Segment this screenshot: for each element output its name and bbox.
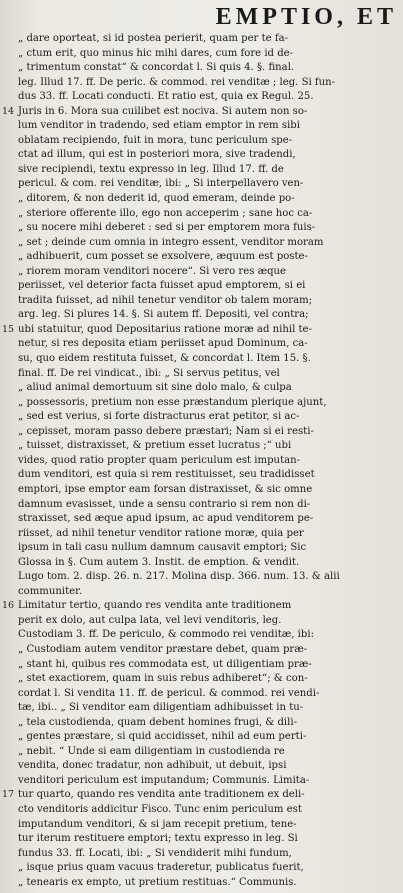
- text-line: [2, 658, 400, 673]
- text-line: [2, 672, 400, 687]
- line-text: vendita, donec tradatur, non adhibuit, ut debuit, ipsi: [18, 760, 287, 772]
- text-line: [2, 119, 400, 134]
- line-text: sive recipiendi, textu expresso in leg. Illud 17. ff. de: [18, 163, 284, 175]
- text-line: [2, 410, 400, 425]
- line-text: Juris in 6. Mora sua cuilibet est nociva. Si autem non so-: [18, 105, 308, 117]
- line-text: „ su nocere mihi deberet : sed si per emptorem mora fuis-: [18, 222, 316, 234]
- text-line: [2, 207, 400, 222]
- text-line: [2, 76, 400, 91]
- line-text: ubi statuitur, quod Depositarius ratione moræ ad nihil te-: [18, 323, 312, 335]
- text-line: [2, 352, 400, 367]
- paragraph-number: 15: [2, 323, 15, 335]
- line-text: dus 33. ff. Locati conducti. Et ratio est, quia ex Regul. 25.: [18, 91, 314, 103]
- line-text: tur iterum restituere emptori; textu expresso in leg. Si: [18, 833, 298, 845]
- line-text: tur quarto, quando res vendita ante traditionem ex deli-: [18, 789, 305, 801]
- text-line: [2, 61, 400, 76]
- text-line: [2, 337, 400, 352]
- text-line: [2, 323, 400, 338]
- line-text: Lugo tom. 2. disp. 26. n. 217. Molina disp. 366. num. 13. & alii: [18, 571, 340, 583]
- text-line: [2, 134, 400, 149]
- line-text: communiter.: [18, 585, 83, 597]
- line-text: netur, si res deposita etiam periisset apud Dominum, ca-: [18, 338, 308, 350]
- text-line: [2, 832, 400, 847]
- line-text: „ set ; deinde cum omnia in integro essent, venditor moram: [18, 236, 324, 248]
- text-line: [2, 614, 400, 629]
- paragraph-number: 14: [2, 105, 15, 117]
- line-text: fundus 33. ff. Locati, ibi: „ Si vendiderit mihi fundum,: [18, 847, 292, 859]
- text-line: [2, 308, 400, 323]
- text-line: [2, 148, 400, 163]
- text-line: [2, 105, 400, 120]
- text-line: [2, 381, 400, 396]
- text-line: [2, 745, 400, 760]
- line-text: „ ditorem, & non dederit id, quod emeram, deinde po-: [18, 193, 295, 205]
- text-line: [2, 788, 400, 803]
- text-line: [2, 367, 400, 382]
- text-line: [2, 774, 400, 789]
- text-line: [2, 643, 400, 658]
- line-text: imputandum venditori, & si jam recepit pretium, tene-: [18, 818, 297, 830]
- line-text: final. ff. De rei vindicat., ibi: „ Si servus petitus, vel: [18, 367, 280, 379]
- text-line: [2, 687, 400, 702]
- text-line: [2, 861, 400, 876]
- body-text: [2, 32, 400, 890]
- text-line: [2, 541, 400, 556]
- line-text: „ gentes præstare, si quid accidisset, nihil ad eum perti-: [18, 731, 307, 743]
- text-line: [2, 163, 400, 178]
- line-text: „ stant hi, quibus res commodata est, ut diligentiam præ-: [18, 658, 312, 670]
- text-line: [2, 454, 400, 469]
- text-line: [2, 265, 400, 280]
- line-text: arg. leg. Si plures 14. §. Si autem ff. Depositi, vel contra;: [18, 309, 309, 321]
- text-line: [2, 599, 400, 614]
- line-text: „ nebit. “ Unde si eam diligentiam in custodienda re: [18, 745, 285, 757]
- line-text: pericul. & com. rei venditæ, ibi: „ Si interpellavero ven-: [18, 178, 304, 190]
- text-line: [2, 847, 400, 862]
- text-line: [2, 294, 400, 309]
- line-text: tradita fuisset, ad nihil tenetur venditor ob talem moram;: [18, 294, 313, 306]
- line-text: „ steriore offerente illo, ego non acceperim ; sane hoc ca-: [18, 207, 313, 219]
- line-text: lum venditor in tradendo, sed etiam emptor in rem sibi: [18, 120, 300, 132]
- text-line: [2, 498, 400, 513]
- text-line: [2, 221, 400, 236]
- line-text: „ tuisset, distraxisset, & pretium esset lucratus ;“ ubi: [18, 440, 292, 452]
- line-text: „ stet exactiorem, quam in suis rebus adhiberet“; & con-: [18, 673, 308, 685]
- line-text: „ riorem moram venditori nocere“. Si vero res æque: [18, 265, 287, 277]
- text-line: [2, 803, 400, 818]
- line-text: straxisset, sed æque apud ipsum, ac apud venditorem pe-: [18, 513, 314, 525]
- text-line: [2, 876, 400, 891]
- line-text: Limitatur tertio, quando res vendita ante traditionem: [18, 600, 292, 612]
- line-text: vides, quod ratio propter quam periculum est imputan-: [18, 454, 301, 466]
- line-text: „ sed est verius, si forte distracturus erat petitor, si ac-: [18, 411, 300, 423]
- text-line: [2, 483, 400, 498]
- line-text: tæ, ibi.. „ Si venditor eam diligentiam adhibuisset in tu-: [18, 702, 304, 714]
- line-text: „ tela custodienda, quam debent homines frugi, & dili-: [18, 716, 298, 728]
- line-text: oblatam recipiendo, fuit in mora, tunc periculum spe-: [18, 134, 293, 146]
- line-text: „ isque prius quam vacuus traderetur, publicatus fuerit,: [18, 862, 304, 874]
- line-text: „ tenearis ex empto, ut pretium restituas.“ Communis.: [18, 876, 297, 888]
- text-line: [2, 570, 400, 585]
- line-text: riisset, ad nihil tenetur venditor ratione moræ, quia per: [18, 527, 304, 539]
- line-text: Custodiam 3. ff. De periculo, & commodo rei venditæ, ibi:: [18, 629, 315, 641]
- text-line: [2, 192, 400, 207]
- line-text: „ aliud animal demortuum sit sine dolo malo, & culpa: [18, 382, 292, 394]
- text-line: [2, 512, 400, 527]
- text-line: [2, 425, 400, 440]
- line-text: venditori periculum est imputandum; Communis. Limita-: [18, 774, 310, 786]
- line-text: cordat l. Si vendita 11. ff. de pericul. & commod. rei vendi-: [18, 687, 320, 699]
- text-line: [2, 250, 400, 265]
- line-text: „ ctum erit, quo minus hic mihi dares, cum fore id de-: [18, 47, 294, 59]
- line-text: damnum evasisset, unde a sensu contrario si rem non di-: [18, 498, 311, 510]
- line-text: Glossa in §. Cum autem 3. Instit. de emption. & vendit.: [18, 556, 300, 568]
- text-line: [2, 279, 400, 294]
- line-text: leg. Illud 17. ff. De peric. & commod. rei venditæ ; leg. Si fun-: [18, 76, 336, 88]
- line-text: ctat ad illum, qui est in posteriori mora, sive tradendi,: [18, 149, 296, 161]
- text-line: [2, 32, 400, 47]
- line-text: periisset, vel deterior facta fuisset apud emptorem, si ei: [18, 280, 306, 292]
- text-line: [2, 468, 400, 483]
- text-line: [2, 556, 400, 571]
- text-line: [2, 396, 400, 411]
- text-line: [2, 527, 400, 542]
- paragraph-number: 16: [2, 600, 15, 612]
- text-line: [2, 585, 400, 600]
- running-header: EMPTIO, ET: [215, 4, 397, 30]
- line-text: dum venditori, est quia si rem restituisset, seu tradidisset: [18, 469, 315, 481]
- text-line: [2, 628, 400, 643]
- text-line: [2, 439, 400, 454]
- text-line: [2, 47, 400, 62]
- text-line: [2, 730, 400, 745]
- line-text: „ cepisset, moram passo debere præstari; Nam si ei resti-: [18, 425, 314, 437]
- line-text: „ adhibuerit, cum posset se exsolvere, æquum est poste-: [18, 251, 308, 263]
- line-text: cto venditoris addicitur Fisco. Tunc enim periculum est: [18, 803, 302, 815]
- text-line: [2, 177, 400, 192]
- text-line: [2, 818, 400, 833]
- line-text: „ possessoris, pretium non esse præstandum plerique ajunt,: [18, 396, 327, 408]
- text-line: [2, 236, 400, 251]
- line-text: „ Custodiam autem venditor præstare debet, quam præ-: [18, 643, 308, 655]
- line-text: ipsum in tali casu nullum damnum causavit emptori; Sic: [18, 542, 307, 554]
- text-line: [2, 759, 400, 774]
- text-line: [2, 701, 400, 716]
- line-text: „ dare oporteat, si id postea perierit, quam per te fa-: [18, 33, 288, 44]
- line-text: perit ex dolo, aut culpa lata, vel levi venditoris, leg.: [18, 614, 282, 626]
- line-text: „ trimentum constat“ & concordat l. Si quis 4. §. final.: [18, 62, 295, 74]
- line-text: su, quo eidem restituta fuisset, & concordat l. Item 15. §.: [18, 353, 311, 365]
- paragraph-number: 17: [2, 789, 15, 801]
- text-line: [2, 716, 400, 731]
- text-line: [2, 90, 400, 105]
- line-text: emptori, ipse emptor eam forsan distraxisset, & sic omne: [18, 483, 313, 495]
